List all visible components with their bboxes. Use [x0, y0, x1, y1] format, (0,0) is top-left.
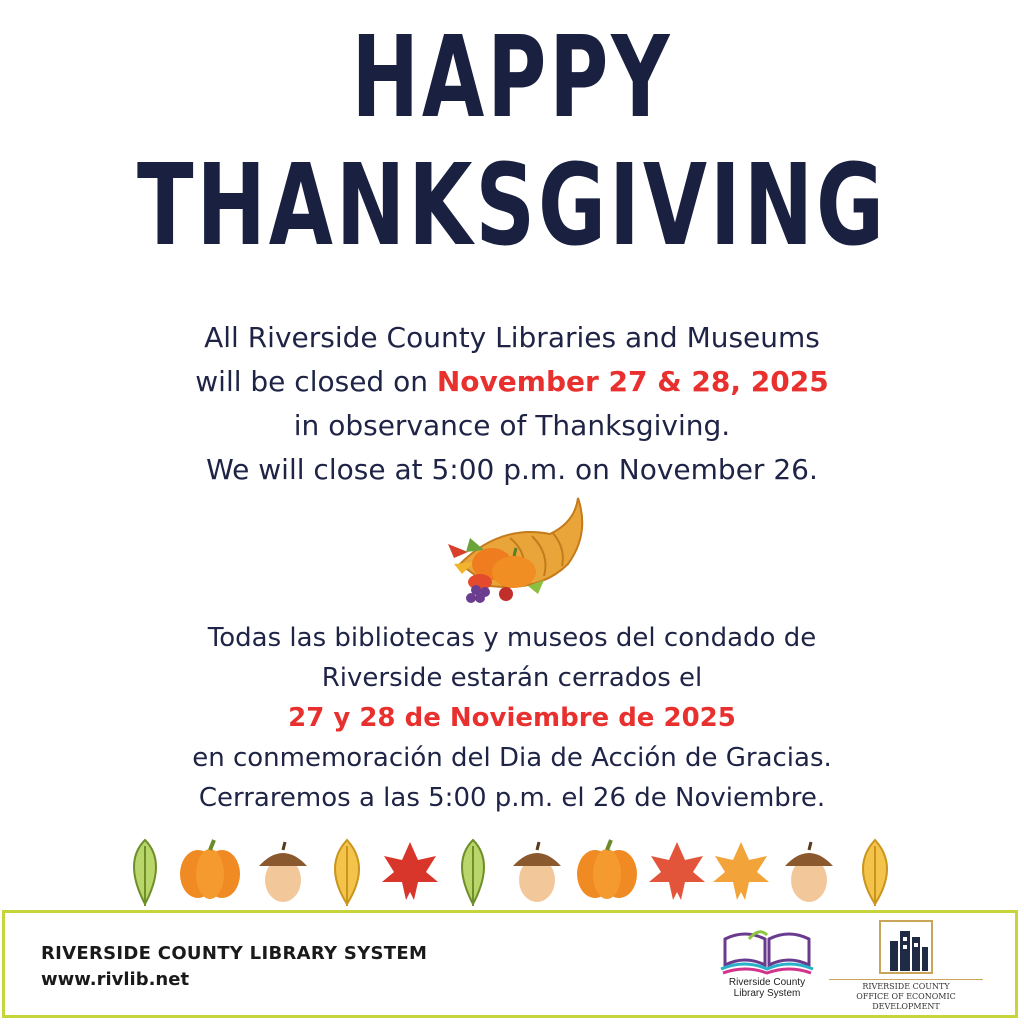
pumpkin-icon	[180, 840, 240, 899]
open-book-icon	[719, 925, 815, 977]
footer-bar	[2, 910, 1018, 1018]
acorn-icon	[785, 842, 833, 902]
spanish-notice	[0, 618, 1024, 818]
acorn-icon	[513, 842, 561, 902]
title-happy: HAPPY	[351, 13, 673, 143]
spanish-line-5: Cerraremos a las 5:00 p.m. el 26 de Noviembre.	[198, 783, 826, 813]
english-line-1: All Riverside County Libraries and Museums	[204, 321, 820, 354]
red-maple-leaf-icon	[382, 842, 438, 900]
pumpkin-icon	[577, 840, 637, 899]
spanish-line-2: Riverside estarán cerrados el	[321, 663, 703, 693]
english-line-2	[0, 360, 1024, 404]
spanish-line-1: Todas las bibliotecas y museos del condado de	[207, 623, 817, 653]
oed-logo-line-1: RIVERSIDE COUNTY	[862, 982, 950, 991]
library-logo-line-1: Riverside County	[728, 977, 806, 988]
economic-development-logo	[823, 919, 989, 1015]
red-maple-leaf-icon	[649, 842, 705, 900]
green-leaf-icon	[134, 840, 156, 906]
spanish-line-4: en conmemoración del Dia de Acción de Gracias.	[192, 743, 832, 773]
org-name: RIVERSIDE COUNTY LIBRARY SYSTEM	[41, 943, 428, 964]
website-link[interactable]: www.rivlib.net	[41, 969, 190, 990]
autumn-border-row	[115, 832, 915, 910]
english-notice	[0, 316, 1024, 492]
green-leaf-icon	[462, 840, 484, 906]
acorn-icon	[259, 842, 307, 902]
english-line-2-prefix: will be closed on	[195, 365, 437, 398]
yellow-leaf-icon	[863, 840, 887, 906]
title-thanksgiving: THANKSGIVING	[136, 141, 888, 271]
buildings-icon	[870, 919, 942, 979]
oed-logo-line-2: OFFICE OF ECONOMIC DEVELOPMENT	[856, 992, 956, 1011]
library-logo-line-2: Library System	[733, 988, 801, 999]
yellow-leaf-icon	[335, 840, 359, 906]
english-line-3: in observance of Thanksgiving.	[293, 409, 731, 442]
cornucopia-icon	[440, 494, 590, 610]
orange-maple-leaf-icon	[713, 842, 769, 900]
library-system-logo	[707, 925, 827, 1015]
english-line-4: We will close at 5:00 p.m. on November 26.	[206, 453, 818, 486]
english-closure-dates: November 27 & 28, 2025	[436, 365, 829, 398]
spanish-closure-dates: 27 y 28 de Noviembre de 2025	[288, 703, 736, 733]
